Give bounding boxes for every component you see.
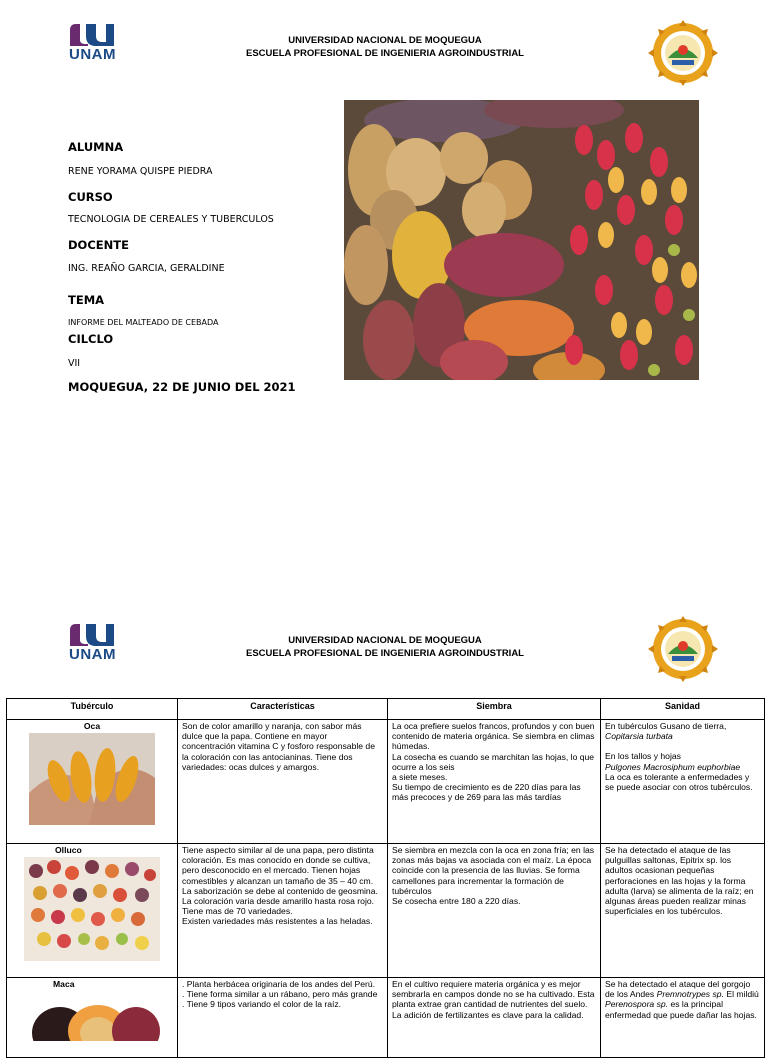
sanidad-cell (601, 720, 765, 844)
cell-text-part: El mildiú (723, 989, 759, 1000)
tuber-name: Maca (53, 979, 75, 989)
unam-logo-text: UNAM (69, 46, 116, 63)
siembra-cell (388, 844, 601, 978)
table-page (0, 600, 768, 1024)
cell-text: La coloración varia desde amarillo hasta rosa rojo. (182, 896, 375, 907)
university-name: UNIVERSIDAD NACIONAL DE MOQUEGUA (288, 35, 482, 46)
tubers-photo (344, 100, 699, 380)
cell-text: Copitarsia turbata (605, 731, 673, 742)
col-header-caracteristicas: Características (178, 699, 388, 720)
table-row (7, 720, 765, 844)
col-header-siembra: Siembra (388, 699, 601, 720)
cell-text: La cosecha es cuando se marchitan las hojas, lo que ocurre a los seis (392, 751, 595, 772)
cell-text: Se ha detectado el ataque de las pulguillas saltonas, Epitrix sp. los adultos ocasionan pequeñas perforaciones en las hojas y la forma adulta (larva) se alimenta de la raíz; en algunas áreas pueden realizar minas superficiales en los tubérculos. (605, 845, 754, 917)
col-header-sanidad: Sanidad (601, 699, 765, 720)
curso-label: CURSO (68, 190, 113, 204)
cell-text: En tubérculos Gusano de tierra, (605, 721, 727, 731)
cell-text: Se cosecha entre 180 a 220 días. (392, 896, 521, 907)
alumna-label: ALUMNA (68, 140, 124, 154)
tuber-name: Oca (83, 721, 101, 731)
cell-text: La oca prefiere suelos francos, profundos y con buen contenido de materia orgánica. Se siembra en climas húmedas. (392, 721, 595, 752)
cell-text: En los tallos y hojas (605, 751, 681, 762)
school-name: ESCUELA PROFESIONAL DE INGENIERIA AGROINDUSTRIAL (246, 648, 524, 659)
ciclo-label: CILCLO (68, 332, 114, 346)
caracteristicas-cell (178, 978, 388, 1058)
cell-text-part: Se ha detectado el ataque del gorgojo de los Andes (605, 979, 751, 1000)
cell-text: . Planta herbácea originaria de los andes del Perú. (182, 979, 376, 989)
cell-text: . Tiene 9 tipos variando el color de la raíz. (182, 999, 342, 1010)
cell-spacer (605, 741, 760, 751)
curso-value: TECNOLOGIA DE CEREALES Y TUBERCULOS (68, 214, 274, 225)
school-seal-logo (648, 20, 718, 86)
docente-label: DOCENTE (68, 238, 129, 252)
cell-text: En el cultivo requiere materia orgánica y es mejor sembrarla en campos donde no se ha cultivado. Esta planta extrae gran cantidad de nutrientes del suelo. La adición de fertilizantes es clave para la calidad. (392, 979, 595, 1020)
unam-logo (66, 20, 118, 64)
school-seal-logo (648, 616, 718, 682)
col-header-tuberculo: Tubérculo (7, 699, 178, 720)
alumna-value: RENE YORAMA QUISPE PIEDRA (68, 166, 213, 177)
place-date: MOQUEGUA, 22 DE JUNIO DEL 2021 (68, 380, 296, 394)
university-name: UNIVERSIDAD NACIONAL DE MOQUEGUA (288, 635, 482, 646)
cell-text: Son de color amarillo y naranja, con sabor más dulce que la papa. Contiene en mayor concentración vitamina C y fosforo responsable de la coloración con las antocianinas. Tiene dos variedades: ocas dulces y amargos. (182, 721, 375, 772)
tuber-cell (7, 720, 178, 844)
cell-text: . Tiene forma similar a un rábano, pero más grande (182, 989, 378, 1000)
docente-value: ING. REAÑO GARCIA, GERALDINE (68, 263, 225, 274)
tubers-table (6, 698, 765, 1058)
olluco-photo (24, 857, 160, 961)
cell-text: Tiene aspecto similar al de una papa, pero distinta coloración. Es mas conocido en donde se cultiva, pero desconocido en el mercado. Tienen hojas comestibles y alcanzan un tamaño de 35 – 40 cm. (182, 845, 374, 886)
school-name: ESCUELA PROFESIONAL DE INGENIERIA AGROINDUSTRIAL (246, 48, 524, 59)
cell-text-part: Perenospora sp. (605, 999, 669, 1010)
tuber-cell (7, 844, 178, 978)
sanidad-cell (601, 978, 765, 1058)
sanidad-cell (601, 844, 765, 978)
caracteristicas-cell (178, 720, 388, 844)
page-header (200, 34, 570, 60)
cell-text: Tiene mas de 70 variedades. (182, 906, 293, 917)
siembra-cell (388, 720, 601, 844)
cell-text: La saborización se debe al contenido de geosmina. (182, 885, 378, 896)
tuber-cell (7, 978, 178, 1058)
tema-value: INFORME DEL MALTEADO DE CEBADA (68, 318, 219, 327)
table-header-row (7, 699, 765, 720)
cell-text: Se siembra en mezcla con la oca en zona fría; en las zonas más bajas va asociada con el maíz. La época coincide con la presencia de las lluvias. Se forma camellones para incrementar la formación de tubérculos (392, 845, 595, 896)
cell-text: Pulgones Macrosiphum euphorbiae (605, 761, 741, 772)
oca-photo (29, 733, 155, 825)
table-row (7, 844, 765, 978)
cell-text (605, 979, 760, 1020)
cell-text: Su tiempo de crecimiento es de 220 días para las más precoces y de 269 para las más tardías (392, 782, 581, 803)
cell-text-part: es la principal enfermedad que puede dañar las hojas. (605, 999, 757, 1020)
unam-logo (66, 620, 118, 664)
caracteristicas-cell (178, 844, 388, 978)
cell-text-part: Premnotrypes sp. (656, 989, 724, 1000)
page-header (200, 634, 570, 660)
table-row (7, 978, 765, 1058)
tema-label: TEMA (68, 293, 105, 307)
cell-text: La oca es tolerante a enfermedades y se puede asociar con otros tubérculos. (605, 771, 753, 793)
cell-text: a siete meses. (392, 772, 448, 783)
unam-logo-text: UNAM (69, 646, 116, 663)
siembra-cell (388, 978, 601, 1058)
ciclo-value: VII (68, 358, 81, 369)
cell-text: Existen variedades más resistentes a las heladas. (182, 916, 373, 927)
maca-photo (24, 991, 160, 1041)
tuber-name: Olluco (55, 845, 82, 855)
